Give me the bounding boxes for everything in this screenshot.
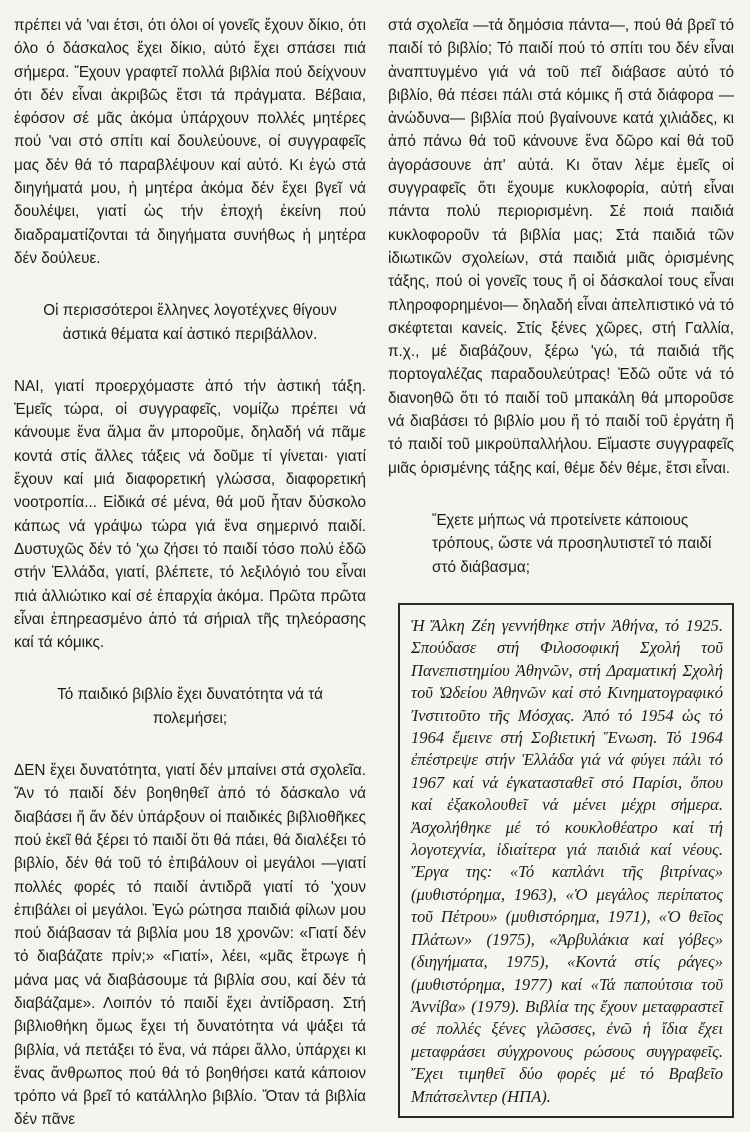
answer-paragraph-schools: ΔΕΝ ἔχει δυνατότητα, γιατί δέν μπαίνει στά σχολεῖα. Ἄν τό παιδί δέν βοηθηθεῖ ἀπό τό δάσκαλο νά διαβάσει ἤ ἄν δέν ὑπάρξουν οἱ παιδικές βιβλιοθῆκες πού ἐκεῖ θά ξέρει τό παιδί ὅτι θά πάει, θά διαλέξει τό βιβλίο, δέν θά τοῦ τό ἐπιβάλουν οἱ μεγάλοι —γιατί πολλές φορές τό παιδί ἀντιδρᾶ γιατί τό 'χουν ἐπιβάλει οἱ μεγάλοι. Ἐγώ ρώτησα παιδιά φίλων μου πού διάβασαν τά βιβλία μου 18 χρονῶν: «Γιατί δέν τό διαβάζατε πρίν;» «Γιατί», λέει, «μᾶς ἔτρωγε ἡ μάνα μας νά διαβάσουμε τά βιβλία σου, καί δέν τά διαβάζαμε». Λοιπόν τό παιδί ἔχει ἀντίδραση. Στή βιβλιοθήκη ὅμως ἔχει τή δυνατότητα νά ψάξει τά βιβλία, νά πετάξει τό ἕνα, νά πάρει ἄλλο, ὑπάρχει κι ἕνας ἄνθρωπος πού θά τό βοηθήσει κατά κάποιον τρόπο νά βρεῖ τό κατάλληλο βιβλίο. Ὅταν τά βιβλία δέν πᾶνε xyxy=(14,762,366,1129)
answer-paragraph-class: ΝΑΙ, γιατί προερχόμαστε ἀπό τήν ἀστική τάξη. Ἐμεῖς τώρα, οἱ συγγραφεῖς, νομίζω πρέπει νά κάνουμε ἕνα ἅλμα ἄν μποροῦμε, δηλαδή νά πᾶμε κοντά στίς ἄλλες τάξεις νά δοῦμε τί γίνεται· γιατί ἔχουν καί μιά διαφορετική γλώσσα, διαφορετική νοοτροπία... Εἰδικά σέ μένα, θά μοῦ ἦταν δύσκολο κάπως νά γράψω τώρα γιά ἕνα σημερινό παιδί. Δυστυχῶς δέν τό 'χω ζήσει τό παιδί τόσο πολύ ἐδῶ στήν Ἑλλάδα, γιατί, βλέπετε, τό λεξιλόγιό του εἶναι πιά ἀλλιώτικο καί σέ ἐπαρχία ἀκόμα. Πρῶτα πρῶτα εἶναι ἐπηρεασμένο ἀπό τά σήριαλ τῆς τηλεόρασης καί τά κόμικς. xyxy=(14,377,366,652)
right-column xyxy=(388,14,734,579)
interview-question-urban-themes: Οἱ περισσότεροι ἕλληνες λογοτέχνες θίγουν ἀστικά θέματα καί ἀστικό περιβάλλον. xyxy=(43,302,337,343)
author-bio-text: Ἡ Ἄλκη Ζέη γεννήθηκε στήν Ἀθήνα, τό 1925. Σπούδασε στή Φιλοσοφική Σχολή τοῦ Πανεπιστημίου Ἀθηνῶν, στή Δραματική Σχολή τοῦ Ὠδείου Ἀθηνῶν καί στό Κινηματογραφικό Ἰνστιτοῦτο τῆς Μόσχας. Ἀπό τό 1954 ὡς τό 1964 ἔμεινε στή Σοβιετική Ἕνωση. Τό 1964 ἐπέστρεψε στήν Ἑλλάδα γιά νά φύγει πάλι τό 1967 καί νά ἐγκατασταθεῖ στό Παρίσι, ὅπου καί ἐξακολουθεῖ νά μένει μέχρι σήμερα. Ἀσχολήθηκε μέ τό κουκλοθέατρο καί τή λογοτεχνία, ἰδιαίτερα γιά παιδιά καί νέους. Ἔργα της: «Τό καπλάνι τῆς βιτρίνας» (μυθιστόρημα, 1963), «Ὁ μεγάλος περίπατος τοῦ Πέτρου» (μυθιστόρημα, 1971), «Ὁ θεῖος Πλάτων» (1975), «Ἀρβυλάκια καί γόβες» (διηγήματα, 1975), «Κοντά στίς ράγες» (μυθιστόρημα, 1977) καί «Τά παπούτσια τοῦ Ἀννίβα» (1979). Βιβλία της ἔχουν μεταφραστεῖ σέ πολλές ξένες γλῶσσες, ἐνῶ ἡ ἴδια ἔχει μεταφράσει σύγχρονους ρώσους συγγραφεῖς. Ἔχει τιμηθεῖ δύο φορές μέ τό Βραβεῖο Μπάτσελντερ (ΗΠΑ). xyxy=(411,616,723,1106)
interview-question-reading-ways: Ἔχετε μήπως νά προτείνετε κάποιους τρόπους, ὥστε νά προσηλυτιστεῖ τό παιδί στό διάβασμα; xyxy=(432,511,712,576)
author-bio-box xyxy=(398,603,734,1118)
answer-paragraph-continued: πρέπει νά 'ναι έτσι, ότι όλοι οί γονεῖς ἔχουν δίκιο, ότι όλο ό δάσκαλος ἔχει δίκιο, αὐτό ἔχει σπάσει πιά σήμερα. Ἔχουν γραφτεῖ πολλά βιβλία πού δείχνουν ότι δέν εἶναι ἀκριβῶς ἔτσι τά πράγματα. Βέβαια, ἐφόσον σέ μᾶς ἀκόμα ὑπάρχουν πολλές μητέρες πού 'ναι στό σπίτι καί δουλεύουνε, οί συγγραφεῖς μας δέν θά τό παραβλέψουν καί αὐτό. Κι ἐγώ στά διηγήματά μου, ἡ μητέρα ἀκόμα δέν ἔχει βγεῖ νά δουλέψει, γιατί ὡς τήν ἐποχή ἐκείνη πού διαδραματίζονται τά διηγήματα συνήθως ἡ μητέρα δέν δούλευε. xyxy=(14,17,366,267)
interview-question-children-book: Τό παιδικό βιβλίο ἔχει δυνατότητα νά τά πολεμήσει; xyxy=(57,686,323,727)
left-column xyxy=(14,14,366,1132)
answer-paragraph-circulation: στά σχολεῖα —τά δημόσια πάντα—, πού θά βρεῖ τό παιδί τό βιβλίο; Τό παιδί πού τό σπίτι του δέν εἶναι ἀναπτυγμένο γιά νά τοῦ πεῖ διάβασε αὐτό τό βιβλίο, θά πέσει πάλι στά κόμικς ἤ στά διάφορα —ἀνώδυνα— βιβλία πού βγαίνουνε κατά χιλιάδες, κι ἀπό πάνω θά τοῦ κάνουνε ἕνα δῶρο καί θά τοῦ ἀγοράσουνε ἀπ' αὐτά. Κι ὅταν λέμε ἐμεῖς οἱ συγγραφεῖς ὅτι ἔχουμε κυκλοφορία, αὐτή εἶναι πάντα πολύ περιορισμένη. Σέ ποιά παιδιά κυκλοφοροῦν τά βιβλία μας; Στά παιδιά τῶν ἰδιωτικῶν σχολείων, στά παιδιά μιᾶς ὁρισμένης τάξης, πού οἱ γονεῖς τους ἤ οἱ δάσκαλοί τους εἶναι πληροφορημένοι— δηλαδή εἶναι ἀπελπιστικό νά τό σκέφτεται κανείς. Στίς ξένες χῶρες, στή Γαλλία, π.χ., μέ διαβάζουν, ξέρω 'γώ, τά παιδιά τῆς πορτογαλέζας παραδουλεύτρας! Ἐδῶ οὔτε νά τό διανοηθῶ ὅτι τό παιδί τοῦ μπακάλη θά μποροῦσε νά διαβάσει τό βιβλίο μου ἤ τό παιδί τοῦ ἐργάτη ἤ τό παιδί τοῦ μικροϋπαλλήλου. Εἴμαστε συγγραφεῖς μιᾶς ὁρισμένης τάξης καί, θέμε δέν θέμε, ἔτσι εἶναι. xyxy=(388,17,734,477)
